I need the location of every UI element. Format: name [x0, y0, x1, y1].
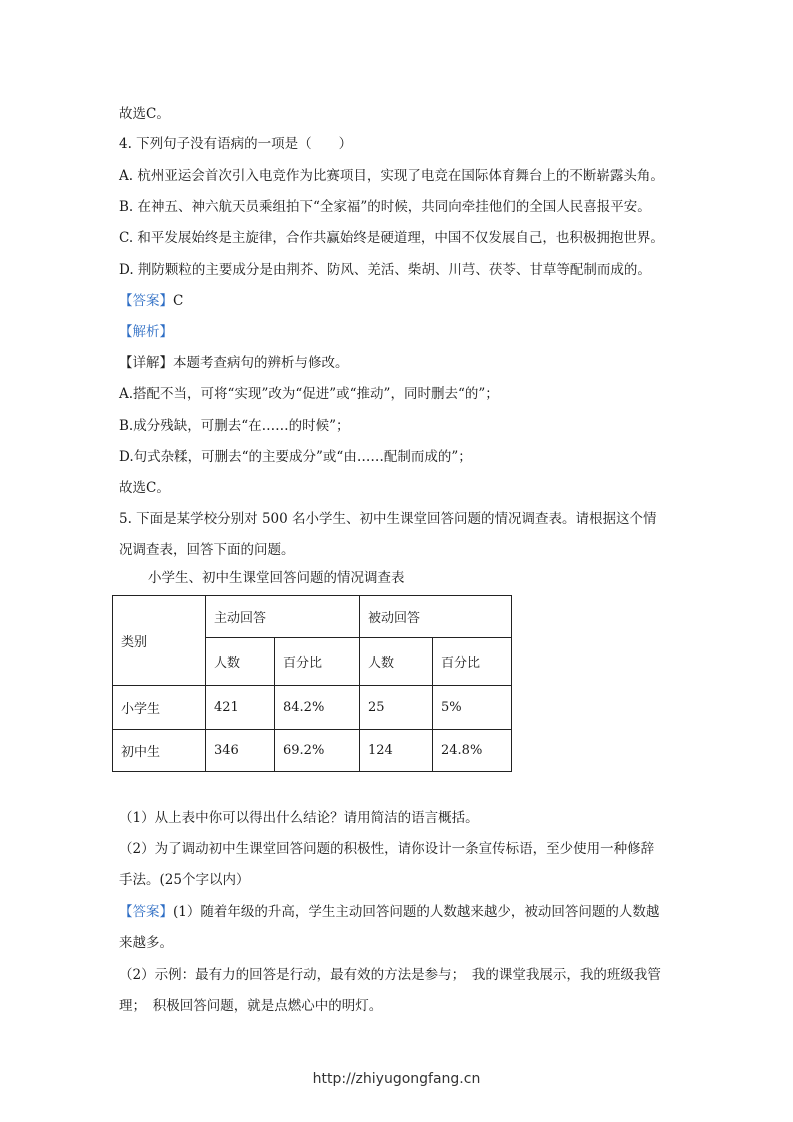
sub-question-2-line2: 手法。(25个字以内） [119, 872, 250, 888]
row-label: 初中生 [113, 730, 206, 772]
question-5-line2: 况调查表，回答下面的问题。 [119, 542, 295, 558]
header-passive-percent: 百分比 [433, 638, 512, 686]
table-row [113, 730, 512, 772]
answer-5-line3: （2）示例：最有力的回答是行动，最有效的方法是参与； 我的课堂我展示，我的班级我管 [119, 967, 661, 983]
header-passive: 被动回答 [360, 596, 512, 638]
text-line: 故选C。 [119, 480, 170, 496]
answer-5-line1 [119, 903, 659, 921]
text-line: 故选C。 [119, 106, 170, 122]
header-passive-count: 人数 [360, 638, 433, 686]
cell-passive-percent: 24.8% [433, 730, 512, 772]
answer-tag: 【答案】 [119, 293, 173, 309]
cell-active-count: 421 [206, 686, 275, 730]
cell-passive-percent: 5% [433, 686, 512, 730]
table-row [113, 686, 512, 730]
cell-active-percent: 84.2% [275, 686, 360, 730]
detail-line: 【详解】本题考查病句的辨析与修改。 [119, 355, 349, 371]
cell-passive-count: 25 [360, 686, 433, 730]
question-5-line1: 5. 下面是某学校分别对 500 名小学生、初中生课堂回答问题的情况调查表。请根据这个情 [119, 511, 657, 527]
cell-active-count: 346 [206, 730, 275, 772]
footer-url: http://zhiyugongfang.cn [312, 1071, 481, 1087]
header-active-count: 人数 [206, 638, 275, 686]
option-a: A. 杭州亚运会首次引入电竞作为比赛项目，实现了电竞在国际体育舞台上的不断崭露头角。 [119, 168, 664, 184]
question-4: 4. 下列句子没有语病的一项是（ ） [119, 136, 353, 152]
answer-line [119, 292, 183, 310]
cell-active-percent: 69.2% [275, 730, 360, 772]
sub-question-2-line1: （2）为了调动初中生课堂回答问题的积极性，请你设计一条宣传标语，至少使用一种修辞 [119, 841, 655, 857]
row-label: 小学生 [113, 686, 206, 730]
analysis-tag: 【解析】 [119, 324, 173, 340]
answer-5-line4: 理； 积极回答问题，就是点燃心中的明灯。 [119, 998, 383, 1014]
survey-table [112, 595, 512, 772]
table-title: 小学生、初中生课堂回答问题的情况调查表 [148, 570, 405, 586]
answer-5-line2: 来越多。 [119, 935, 173, 951]
header-active: 主动回答 [206, 596, 360, 638]
sub-question-1: （1）从上表中你可以得出什么结论？请用简洁的语言概括。 [119, 810, 479, 826]
header-active-percent: 百分比 [275, 638, 360, 686]
option-b: B. 在神五、神六航天员乘组拍下“全家福”的时候，共同向牵挂他们的全国人民喜报平安。 [119, 199, 651, 215]
explanation-a: A.搭配不当，可将“实现”改为“促进”或“推动”，同时删去“的”； [119, 386, 499, 402]
explanation-b: B.成分残缺，可删去“在……的时候”； [119, 418, 350, 434]
answer-value: C [173, 293, 184, 309]
option-d: D. 荆防颗粒的主要成分是由荆芥、防风、羌活、柴胡、川芎、茯苓、甘草等配制而成的。 [119, 262, 651, 278]
header-category: 类别 [113, 596, 206, 686]
answer-tag: 【答案】 [119, 904, 173, 920]
explanation-d: D.句式杂糅，可删去“的主要成分”或“由……配制而成的”； [119, 449, 472, 465]
answer-5-text: (1）随着年级的升高，学生主动回答问题的人数越来越少，被动回答问题的人数越 [173, 904, 660, 920]
option-c: C. 和平发展始终是主旋律，合作共赢始终是硬道理，中国不仅发展自己，也积极拥抱世界。 [119, 230, 664, 246]
cell-passive-count: 124 [360, 730, 433, 772]
